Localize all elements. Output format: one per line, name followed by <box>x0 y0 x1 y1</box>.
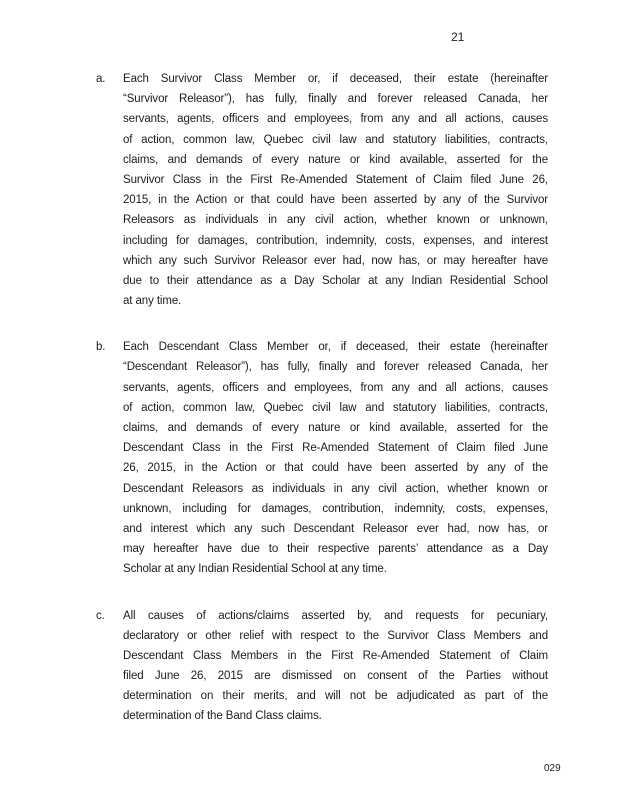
clause-line: claims, and demands of every nature or kind available, asserted for the <box>123 153 548 166</box>
clause-line: including for damages, contribution, indemnity, costs, expenses, and interest <box>123 234 548 247</box>
clause-line: at any time. <box>123 295 182 308</box>
clause-line: of action, common law, Quebec civil law and statutory liabilities, contracts, <box>123 133 548 146</box>
clause-line: “Descendant Releasor”), has fully, finally and forever released Canada, her <box>123 361 548 374</box>
clause-marker: c. <box>96 609 105 622</box>
clause-line: 2015, in the Action or that could have been asserted by any of the Survivor <box>123 194 548 207</box>
clause-list <box>96 69 548 727</box>
clause-item <box>96 69 548 311</box>
clause-line: Survivor Class in the First Re-Amended Statement of Claim filed June 26, <box>123 173 548 186</box>
clause-line: determination of the Band Class claims. <box>123 710 322 723</box>
clause-line: unknown, including for damages, contribution, indemnity, costs, expenses, <box>123 502 548 515</box>
clause-item <box>96 606 548 727</box>
clause-line: and interest which any such Descendant Releasor ever had, now has, or <box>123 522 548 535</box>
clause-line: which any such Survivor Releasor ever had, now has, or may hereafter have <box>123 254 548 267</box>
clause-line: Releasors as individuals in any civil action, whether known or unknown, <box>123 214 548 227</box>
clause-line: All causes of actions/claims asserted by, and requests for pecuniary, <box>123 609 548 622</box>
clause-line: declaratory or other relief with respect to the Survivor Class Members and <box>123 629 548 642</box>
clause-line: filed June 26, 2015 are dismissed on consent of the Parties without <box>123 670 548 683</box>
clause-item <box>96 337 548 579</box>
clause-marker: a. <box>96 73 106 85</box>
clause-line: 26, 2015, in the Action or that could have been asserted by any of the <box>123 462 548 475</box>
clause-text <box>123 606 548 727</box>
clause-line: “Survivor Releasor”), has fully, finally and forever released Canada, her <box>123 93 548 106</box>
clause-line: may hereafter have due to their respective parents’ attendance as a Day <box>123 543 548 556</box>
clause-line: Each Descendant Class Member or, if deceased, their estate (hereinafter <box>123 341 548 354</box>
clause-text <box>123 69 548 311</box>
clause-line: Descendant Releasors as individuals in any civil action, whether known or <box>123 482 548 495</box>
clause-line: Descendant Class in the First Re-Amended Statement of Claim filed June <box>123 442 548 455</box>
clause-line: determination on their merits, and will not be adjudicated as part of the <box>123 690 548 703</box>
clause-line: servants, agents, officers and employees, from any and all actions, causes <box>123 381 548 394</box>
page-number: 21 <box>451 30 465 44</box>
clause-line: claims, and demands of every nature or kind available, asserted for the <box>123 422 548 434</box>
clause-line: Each Survivor Class Member or, if deceased, their estate (hereinafter <box>123 73 548 85</box>
clause-text <box>123 337 548 579</box>
clause-line: due to their attendance as a Day Scholar at any Indian Residential School <box>123 274 548 287</box>
clause-line: of action, common law, Quebec civil law and statutory liabilities, contracts, <box>123 401 548 414</box>
footer-stamp-number: 029 <box>544 763 561 774</box>
clause-line: Descendant Class Members in the First Re-Amended Statement of Claim <box>123 649 548 662</box>
clause-line: Scholar at any Indian Residential School at any time. <box>123 563 387 576</box>
clause-line: servants, agents, officers and employees, from any and all actions, causes <box>123 113 548 126</box>
clause-marker: b. <box>96 341 106 354</box>
